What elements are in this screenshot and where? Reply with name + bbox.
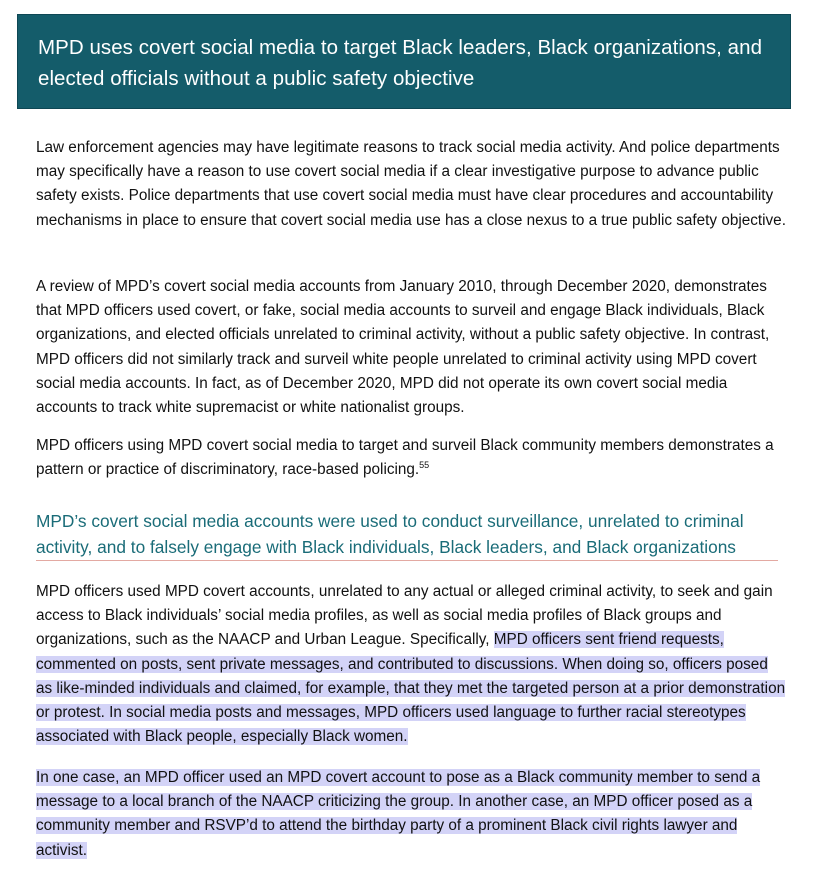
body-paragraph-4-text: MPD officers used MPD covert accounts, unrelated to any actual or alleged criminal activity, to seek and gain access to Black individuals’ social media profiles, as well as social media profiles of Black groups and organizations, such as the NAACP and Urban League. Specifically,: [36, 583, 773, 649]
body-paragraph-5: [36, 766, 788, 863]
subheading-divider: [36, 560, 778, 561]
highlighted-text: MPD officers sent friend requests, commented on posts, sent private messages, and contributed to discussions. When doing so, officers posed as like-minded individuals and claimed, for example, that they met the targeted person at a prior demonstration or protest. In social media posts and messages, MPD officers used language to further racial stereotypes associated with Black people, especially Black women.: [36, 631, 786, 746]
body-paragraph-2: A review of MPD’s covert social media accounts from January 2010, through December 2020, demonstrates that MPD officers used covert, or fake, social media accounts to surveil and engage Black individuals, Black organizations, and elected officials unrelated to criminal activity, without a public safety objective. In contrast, MPD officers did not similarly track and surveil white people unrelated to criminal activity using MPD covert social media accounts. In fact, as of December 2020, MPD did not operate its own covert social media accounts to track white supremacist or white nationalist groups.: [36, 278, 770, 417]
body-paragraph-3: [36, 434, 788, 482]
body-paragraph-1: Law enforcement agencies may have legitimate reasons to track social media activity. And police departments may specifically have a reason to use covert social media if a clear investigative purpose to advance public safety exists. Police departments that use covert social media must have clear procedures and accountability mechanisms in place to ensure that covert social media use has a close nexus to a true public safety objective.: [36, 139, 786, 229]
footnote-marker[interactable]: 55: [419, 460, 430, 471]
highlighted-text: In one case, an MPD officer used an MPD covert account to pose as a Black community member to send a message to a local branch of the NAACP criticizing the group. In another case, an MPD officer posed as a community member and RSVP’d to attend the birthday party of a prominent Black civil rights lawyer and activist.: [36, 769, 761, 859]
body-paragraph-4: [36, 580, 788, 749]
section-banner: [17, 14, 791, 109]
banner-title: MPD uses covert social media to target Black leaders, Black organizations, and elected officials without a public safety objective: [38, 36, 763, 90]
body-paragraph-3-text: MPD officers using MPD covert social media to target and surveil Black community members demonstrates a pattern or practice of discriminatory, race-based policing.: [36, 437, 774, 479]
subheading: MPD’s covert social media accounts were used to conduct surveillance, unrelated to criminal activity, and to falsely engage with Black individuals, Black leaders, and Black organizations: [36, 511, 744, 557]
